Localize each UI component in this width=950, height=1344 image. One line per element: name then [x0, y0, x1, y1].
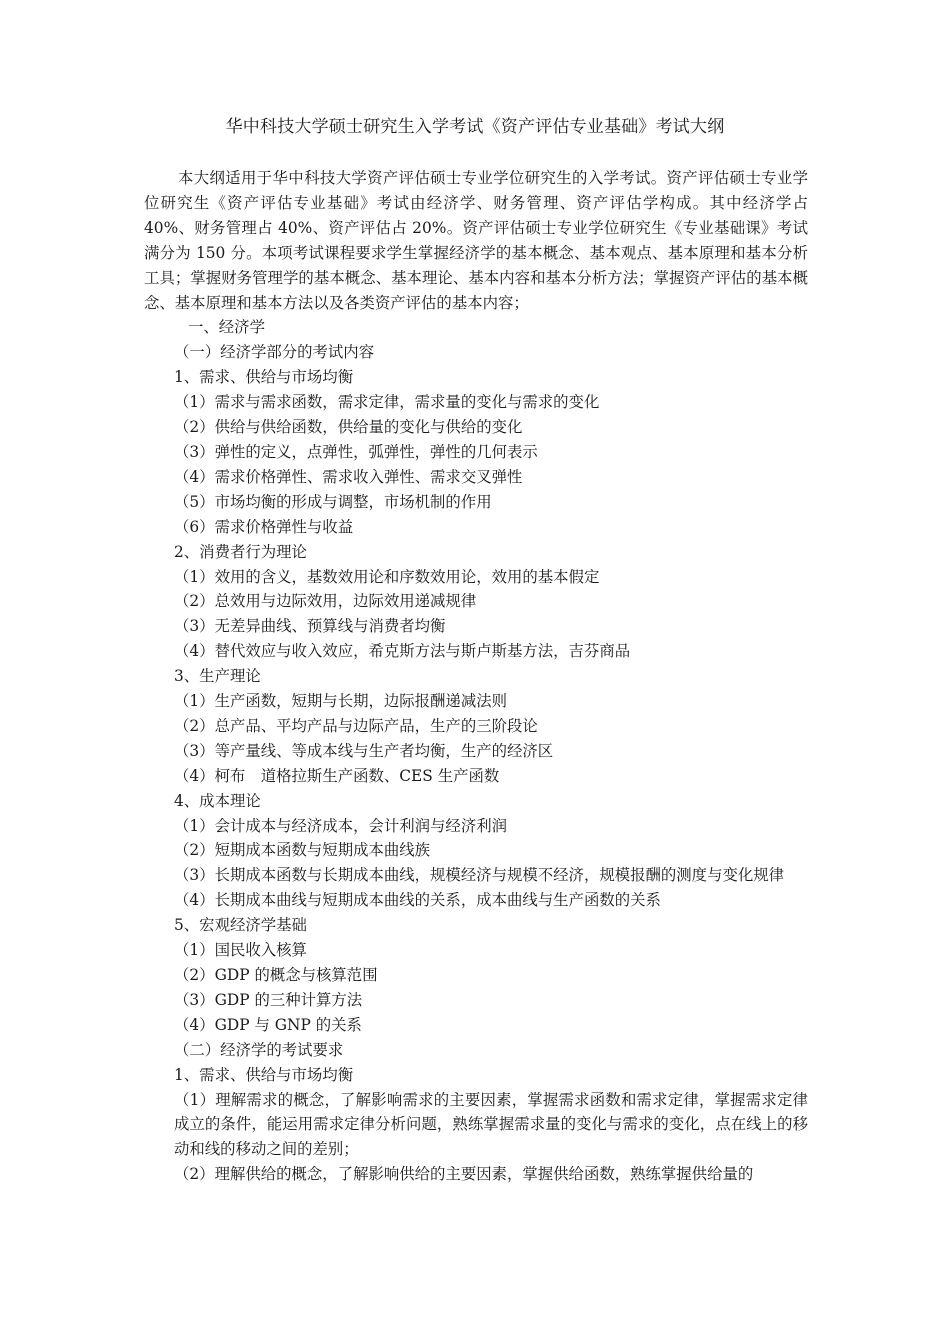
- list-item: （2）供给与供给函数，供给量的变化与供给的变化: [174, 418, 523, 437]
- topic-heading: 1、需求、供给与市场均衡: [174, 1065, 354, 1084]
- list-item: （2）短期成本函数与短期成本曲线族: [174, 841, 431, 860]
- list-item: （1）会计成本与经济成本，会计利润与经济利润: [174, 816, 507, 835]
- intro-paragraph: 本大纲适用于华中科技大学资产评估硕士专业学位研究生的入学考试。资产评估硕士专业学位研究生《资产评估专业基础》考试由经济学、财务管理、资产评估学构成。其中经济学占 40%、财务管理占 40%、资产评估占 20%。资产评估硕士专业学位研究生《专业基础课》考试满分为 150 分。本项考试课程要求学生掌握经济学的基本概念、基本观点、基本原理和基本分析工具；掌握财务管理学的基本概念、基本理论、基本内容和基本分析方法；掌握资产评估的基本概念、基本原理和基本方法以及各类资产评估的基本内容；: [144, 169, 808, 312]
- list-item: （4）柯布 道格拉斯生产函数、CES 生产函数: [174, 766, 500, 785]
- requirement-paragraph: （2）理解供给的概念，了解影响供给的主要因素，掌握供给函数，熟练掌握供给量的: [174, 1165, 754, 1184]
- list-item: （2）GDP 的概念与核算范围: [174, 966, 378, 984]
- topic-heading: 1、需求、供给与市场均衡: [174, 368, 354, 387]
- topic-heading: 5、宏观经济学基础: [174, 916, 307, 935]
- subsection-heading: （一）经济学部分的考试内容: [174, 343, 375, 362]
- topic-heading: 3、生产理论: [174, 667, 261, 686]
- topic-heading: 4、成本理论: [174, 791, 261, 810]
- list-item: （3）长期成本函数与长期成本曲线，规模经济与规模不经济，规模报酬的测度与变化规律: [174, 866, 785, 885]
- list-item: （1）需求与需求函数，需求定律，需求量的变化与需求的变化: [174, 393, 600, 412]
- requirement-paragraph: （1）理解需求的概念，了解影响需求的主要因素，掌握需求函数和需求定律，掌握需求定律成立的条件，能运用需求定律分析问题，熟练掌握需求量的变化与需求的变化，点在线上的移动和线的移动之间的差别；: [174, 1090, 808, 1159]
- list-item: （3）等产量线、等成本线与生产者均衡，生产的经济区: [174, 741, 554, 760]
- list-item: （4）GDP 与 GNP 的关系: [174, 1015, 362, 1034]
- list-item: （1）国民收入核算: [174, 941, 307, 960]
- subsection-heading: （二）经济学的考试要求: [174, 1040, 344, 1059]
- topic-heading: 2、消费者行为理论: [174, 542, 307, 561]
- list-item: （1）效用的含义，基数效用论和序数效用论，效用的基本假定: [174, 567, 600, 586]
- list-item: （2）总产品、平均产品与边际产品，生产的三阶段论: [174, 716, 538, 735]
- list-item: （4）替代效应与收入效应，希克斯方法与斯卢斯基方法，吉芬商品: [174, 642, 631, 661]
- list-item: （3）弹性的定义，点弹性，弧弹性，弹性的几何表示: [174, 442, 538, 461]
- list-item: （4）需求价格弹性、需求收入弹性、需求交叉弹性: [174, 467, 523, 486]
- list-item: （2）总效用与边际效用，边际效用递减规律: [174, 592, 477, 611]
- list-item: （5）市场均衡的形成与调整，市场机制的作用: [174, 492, 492, 511]
- list-item: （3）GDP 的三种计算方法: [174, 990, 363, 1009]
- list-item: （6）需求价格弹性与收益: [174, 517, 354, 536]
- document-title: 华中科技大学硕士研究生入学考试《资产评估专业基础》考试大纲: [225, 117, 725, 137]
- list-item: （4）长期成本曲线与短期成本曲线的关系，成本曲线与生产函数的关系: [174, 891, 661, 910]
- list-item: （1）生产函数，短期与长期，边际报酬递减法则: [174, 692, 507, 711]
- list-item: （3）无差异曲线、预算线与消费者均衡: [174, 617, 446, 636]
- document-body: [144, 166, 808, 1187]
- section-heading-economics: 一、经济学: [188, 318, 265, 337]
